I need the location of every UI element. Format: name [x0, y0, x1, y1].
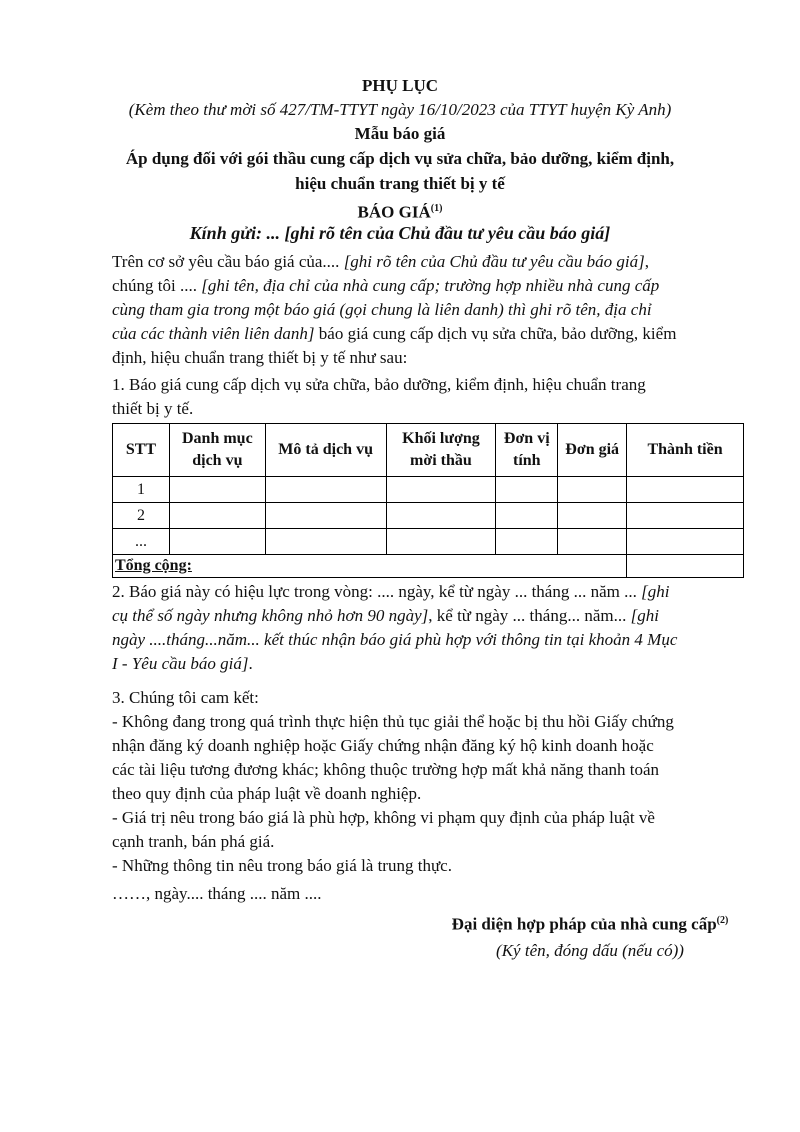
- header-line: dịch vụ: [192, 452, 243, 469]
- table-cell[interactable]: [496, 477, 558, 503]
- col-header-don-vi: [496, 424, 558, 477]
- col-header-danh-muc: [169, 424, 265, 477]
- intro-paragraph: [112, 250, 742, 370]
- commitment-line: nhận đăng ký doanh nghiệp hoặc Giấy chứng nhận đăng ký hộ kinh doanh hoặc: [112, 736, 654, 755]
- row-stt: ...: [113, 529, 170, 555]
- section-2-text: .: [248, 654, 253, 673]
- table-cell[interactable]: [496, 503, 558, 529]
- intro-placeholder: của các thành viên liên danh]: [112, 324, 315, 343]
- table-cell[interactable]: [558, 477, 627, 503]
- commitment-line: - Những thông tin nêu trong báo giá là trung thực.: [112, 856, 452, 875]
- total-label: Tổng cộng:: [113, 555, 627, 578]
- apply-scope-line: Áp dụng đối với gói thầu cung cấp dịch vụ sửa chữa, bảo dưỡng, kiểm định,: [125, 149, 675, 168]
- section-2-placeholder: [ghi: [641, 582, 670, 601]
- table-row: [113, 477, 744, 503]
- section-3: [112, 686, 742, 878]
- table-cell[interactable]: [386, 477, 496, 503]
- table-row: [113, 529, 744, 555]
- table-cell[interactable]: [496, 529, 558, 555]
- signer-text: Đại diện hợp pháp của nhà cung cấp: [451, 914, 717, 934]
- row-stt: 1: [113, 477, 170, 503]
- table-cell[interactable]: [627, 529, 744, 555]
- section-2-text: , kể từ ngày ... tháng... năm...: [428, 606, 631, 625]
- greeting: [0, 223, 800, 244]
- quote-table: [112, 423, 744, 578]
- form-name: Mẫu báo giá: [354, 124, 446, 143]
- table-cell[interactable]: [386, 529, 496, 555]
- table-cell[interactable]: [627, 503, 744, 529]
- intro-text: ,: [644, 252, 650, 271]
- col-header-mo-ta: Mô tả dịch vụ: [265, 424, 386, 477]
- section-1-line: 1. Báo giá cung cấp dịch vụ sửa chữa, bảo dưỡng, kiểm định, hiệu chuẩn trang: [112, 375, 646, 394]
- intro-placeholder: cùng tham gia trong một báo giá (gọi chung là liên danh) thì ghi rõ tên, địa chỉ: [112, 300, 652, 319]
- table-cell[interactable]: [169, 529, 265, 555]
- commitment-line: các tài liệu tương đương khác; không thuộc trường hợp mất khả năng thanh toán: [112, 760, 660, 779]
- header-line: Khối lượng: [402, 430, 480, 447]
- intro-text: chúng tôi ....: [112, 276, 202, 295]
- table-cell[interactable]: [558, 529, 627, 555]
- commitment-line: - Giá trị nêu trong báo giá là phù hợp, không vi phạm quy định của pháp luật về: [112, 808, 655, 827]
- section-2: [112, 580, 742, 676]
- footnote-ref: (2): [716, 915, 729, 926]
- total-value-cell[interactable]: [627, 555, 744, 578]
- intro-text: báo giá cung cấp dịch vụ sửa chữa, bảo dưỡng, kiểm: [314, 324, 677, 343]
- table-cell[interactable]: [386, 503, 496, 529]
- table-cell[interactable]: [169, 503, 265, 529]
- header-line: Đơn vị: [503, 430, 550, 447]
- doc-title: [0, 197, 800, 225]
- greeting-placeholder: [ghi rõ tên của Chủ đầu tư yêu cầu báo giá]: [284, 223, 611, 243]
- section-3-heading: 3. Chúng tôi cam kết:: [112, 688, 259, 707]
- header-line: tính: [512, 452, 541, 469]
- section-2-placeholder: [ghi: [630, 606, 659, 625]
- intro-placeholder: [ghi tên, địa chỉ của nhà cung cấp; trường hợp nhiều nhà cung cấp: [201, 276, 660, 295]
- date-line: ……, ngày.... tháng .... năm ....: [112, 884, 322, 903]
- doc-title-text: BÁO GIÁ: [357, 202, 431, 222]
- table-cell[interactable]: [265, 477, 386, 503]
- section-2-placeholder: cụ thể số ngày nhưng không nhỏ hơn 90 ngày]: [112, 606, 429, 625]
- row-stt: 2: [113, 503, 170, 529]
- table-cell[interactable]: [558, 503, 627, 529]
- commitment-line: - Không đang trong quá trình thực hiện thủ tục giải thể hoặc bị thu hồi Giấy chứng: [112, 712, 674, 731]
- signature-block: [400, 908, 780, 964]
- sign-instruction: (Ký tên, đóng dấu (nếu có)): [496, 940, 684, 960]
- commitment-line: cạnh tranh, bán phá giá.: [112, 832, 275, 851]
- table-cell[interactable]: [265, 529, 386, 555]
- col-header-khoi-luong: [386, 424, 496, 477]
- section-1-line: thiết bị y tế.: [112, 399, 194, 418]
- header-line: Danh mục: [182, 430, 253, 447]
- apply-scope-line: hiệu chuẩn trang thiết bị y tế: [295, 174, 505, 193]
- table-cell[interactable]: [627, 477, 744, 503]
- table-total-row: [113, 555, 744, 578]
- table-row: [113, 503, 744, 529]
- table-cell[interactable]: [265, 503, 386, 529]
- col-header-stt: STT: [113, 424, 170, 477]
- header-line: mời thầu: [410, 452, 472, 469]
- table-header-row: [113, 424, 744, 477]
- table-cell[interactable]: [169, 477, 265, 503]
- appendix-title: PHỤ LỤC: [361, 76, 439, 95]
- intro-text: định, hiệu chuẩn trang thiết bị y tế như sau:: [112, 348, 408, 367]
- appendix-subtitle: (Kèm theo thư mời số 427/TM-TTYT ngày 16/10/2023 của TTYT huyện Kỳ Anh): [128, 100, 672, 119]
- footnote-ref: (1): [430, 203, 443, 214]
- greeting-label: Kính gửi: ...: [189, 223, 280, 243]
- section-2-placeholder: I - Yêu cầu báo giá]: [112, 654, 249, 673]
- signer-title: [400, 908, 780, 938]
- intro-text: Trên cơ sở yêu cầu báo giá của....: [112, 252, 344, 271]
- intro-placeholder: [ghi rõ tên của Chủ đầu tư yêu cầu báo giá]: [343, 252, 645, 271]
- col-header-don-gia: Đơn giá: [558, 424, 627, 477]
- section-2-text: 2. Báo giá này có hiệu lực trong vòng: .... ngày, kể từ ngày ... tháng ... năm ...: [112, 582, 642, 601]
- section-1: [112, 373, 742, 421]
- commitment-line: theo quy định của pháp luật về doanh nghiệp.: [112, 784, 422, 803]
- col-header-thanh-tien: Thành tiền: [627, 424, 744, 477]
- section-2-placeholder: ngày ....tháng...năm... kết thúc nhận báo giá phù hợp với thông tin tại khoản 4 Mục: [112, 630, 678, 649]
- apply-scope: [60, 146, 740, 196]
